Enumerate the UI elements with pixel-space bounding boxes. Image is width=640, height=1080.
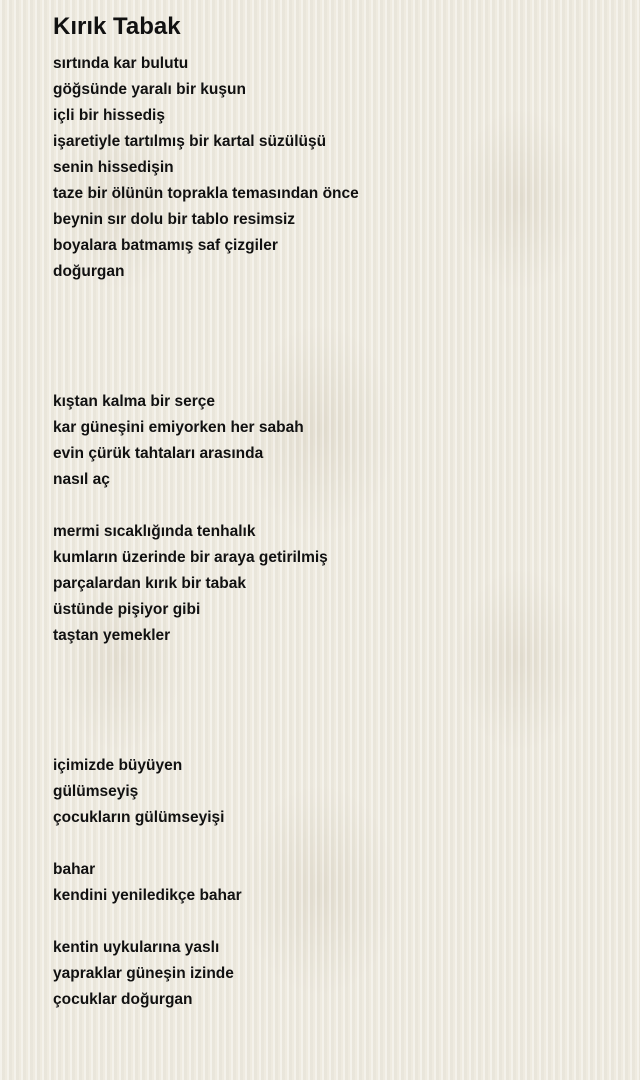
stanza-break bbox=[53, 909, 613, 935]
poem bbox=[53, 10, 613, 1013]
poem-line: taştan yemekler bbox=[53, 627, 171, 644]
poem-line: taze bir ölünün toprakla temasından önce bbox=[53, 185, 359, 202]
poem-title: Kırık Tabak bbox=[53, 13, 181, 40]
poem-line: bahar bbox=[53, 861, 96, 878]
poem-line: yapraklar güneşin izinde bbox=[53, 965, 234, 982]
stanza-break bbox=[53, 649, 613, 753]
poem-line: kentin uykularına yaslı bbox=[53, 939, 220, 956]
poem-line: göğsünde yaralı bir kuşun bbox=[53, 81, 246, 98]
stanza-break bbox=[53, 285, 613, 389]
poem-line: gülümseyiş bbox=[53, 783, 139, 800]
poem-line: doğurgan bbox=[53, 263, 125, 280]
poem-line: evin çürük tahtaları arasında bbox=[53, 445, 264, 462]
poem-line: çocukların gülümseyişi bbox=[53, 809, 225, 826]
stanza-break bbox=[53, 831, 613, 857]
stanza-break bbox=[53, 493, 613, 519]
stanza-5 bbox=[53, 857, 613, 909]
poem-line: kıştan kalma bir serçe bbox=[53, 393, 215, 410]
poem-line: sırtında kar bulutu bbox=[53, 55, 189, 72]
poem-line: mermi sıcaklığında tenhalık bbox=[53, 523, 256, 540]
poem-line: kar güneşini emiyorken her sabah bbox=[53, 419, 304, 436]
poem-line: işaretiyle tartılmış bir kartal süzülüşü bbox=[53, 133, 327, 150]
stanza-3 bbox=[53, 519, 613, 649]
poem-line: boyalara batmamış saf çizgiler bbox=[53, 237, 278, 254]
poem-line: çocuklar doğurgan bbox=[53, 991, 193, 1008]
stanza-4 bbox=[53, 753, 613, 831]
poem-line: parçalardan kırık bir tabak bbox=[53, 575, 246, 592]
poem-line: nasıl aç bbox=[53, 471, 110, 488]
poem-line: içimizde büyüyen bbox=[53, 757, 183, 774]
poem-line: senin hissedişin bbox=[53, 159, 174, 176]
poem-body bbox=[53, 51, 613, 1013]
poem-line: kumların üzerinde bir araya getirilmiş bbox=[53, 549, 328, 566]
stanza-2 bbox=[53, 389, 613, 493]
poem-line: içli bir hissediş bbox=[53, 107, 165, 124]
poem-line: üstünde pişiyor gibi bbox=[53, 601, 201, 618]
stanza-1 bbox=[53, 51, 613, 285]
poem-line: kendini yeniledikçe bahar bbox=[53, 887, 242, 904]
poem-line: beynin sır dolu bir tablo resimsiz bbox=[53, 211, 296, 228]
stanza-6 bbox=[53, 935, 613, 1013]
